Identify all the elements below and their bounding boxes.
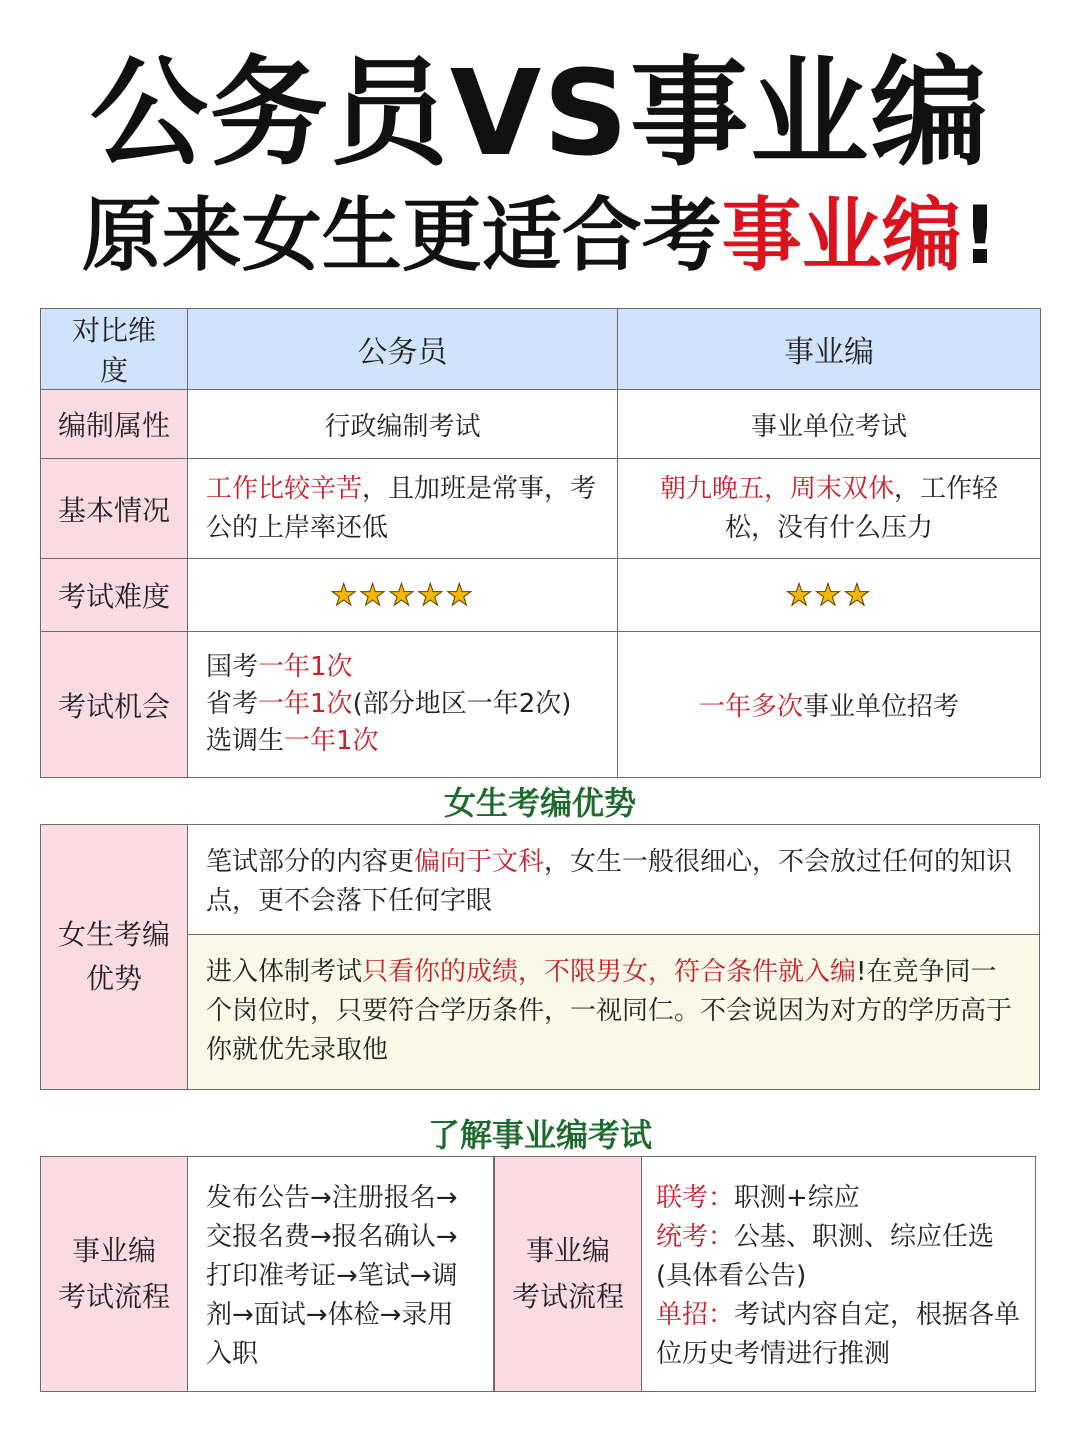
label-line: 考试流程	[57, 1280, 170, 1313]
exam-process-label	[41, 1157, 188, 1391]
table-row	[41, 559, 1041, 632]
header-gwy: 公务员	[188, 309, 618, 390]
subtitle-exclaim: !	[961, 189, 999, 282]
subtitle-highlight: 事业编	[721, 189, 962, 282]
cell-gwy-attr: 行政编制考试	[188, 390, 618, 459]
section-title-exam: 了解事业编考试	[427, 1116, 652, 1154]
cell-syb-basic	[618, 459, 1041, 559]
row-label-attr: 编制属性	[41, 390, 188, 459]
chance-line-highlight: 一年1次	[258, 652, 353, 682]
exam-type-label	[495, 1157, 642, 1391]
exam-type-box	[494, 1156, 1036, 1392]
exam-type-value: 公基、职测、综应任选(具体看公告)	[656, 1222, 995, 1291]
section-title-advantage: 女生考编优势	[443, 784, 636, 822]
advantage-text: !在竞争同一个岗位时，只要符合学历条件，一视同仁。不会说因为对方的学历高于你就优先录取他	[206, 957, 1013, 1065]
advantage-box	[40, 824, 1040, 1090]
cell-syb-difficulty	[618, 559, 1041, 632]
table-row	[41, 390, 1041, 459]
header-syb: 事业编	[618, 309, 1041, 390]
table-header-row	[41, 309, 1041, 390]
cell-syb-chance	[618, 632, 1041, 778]
cell-syb-chance-text: 事业单位招考	[803, 692, 960, 722]
advantage-point-2	[188, 935, 1039, 1089]
row-label-basic: 基本情况	[41, 459, 188, 559]
advantage-text: ，女生一般很细心，不会放过任何的知识点，更不会落下任何字眼	[206, 847, 1013, 916]
star-rating-syb: ★★★	[785, 577, 873, 613]
cell-syb-basic-text: ，工作轻松，没有什么压力	[724, 473, 999, 543]
exam-process-box	[40, 1156, 494, 1392]
exam-type-item	[656, 1218, 1021, 1296]
advantage-highlight: 偏向于文科	[414, 847, 545, 877]
chance-line-highlight: 一年1次	[284, 726, 379, 756]
label-line: 事业编	[71, 1234, 156, 1267]
exam-type-value: 职测+综应	[734, 1183, 860, 1213]
comparison-table	[40, 308, 1041, 778]
chance-line-highlight: 一年1次	[258, 689, 353, 719]
subtitle-text: 原来女生更适合考	[81, 189, 722, 282]
cell-syb-chance-highlight: 一年多次	[698, 692, 803, 722]
cell-gwy-difficulty	[188, 559, 618, 632]
table-row	[41, 632, 1041, 778]
page-subtitle	[0, 190, 1080, 282]
advantage-label: 女生考编优势	[41, 825, 188, 1089]
advantage-point-1	[188, 825, 1039, 935]
advantage-text: 进入体制考试	[206, 957, 363, 987]
star-rating-gwy: ★★★★★	[330, 577, 475, 613]
chance-line	[206, 686, 599, 723]
cell-syb-basic-highlight: 朝九晚五，周末双休	[659, 473, 894, 504]
header-dimension: 对比维度	[41, 309, 188, 390]
label-line: 考试流程	[511, 1280, 624, 1313]
exam-type-item	[656, 1179, 1021, 1218]
chance-line-label: 国考	[206, 652, 259, 682]
chance-line-label: 选调生	[206, 726, 285, 756]
exam-type-list	[642, 1157, 1035, 1391]
cell-gwy-basic-text: ，且加班是常事，考公的上岸率还低	[206, 473, 597, 543]
advantage-text: 笔试部分的内容更	[206, 847, 415, 877]
exam-type-value: 考试内容自定，根据各单位历史考情进行推测	[656, 1300, 1021, 1369]
exam-type-item	[656, 1296, 1021, 1374]
page-title: 公务员VS事业编	[89, 44, 991, 182]
chance-line-label: 省考	[206, 689, 259, 719]
cell-gwy-chance	[188, 632, 618, 778]
advantage-content	[188, 825, 1039, 1089]
chance-line	[206, 723, 599, 760]
exam-process-steps: 发布公告→注册报名→交报名费→报名确认→打印准考证→笔试→调剂→面试→体检→录用入职	[206, 1183, 458, 1369]
row-label-chance: 考试机会	[41, 632, 188, 778]
chance-line-note: (部分地区一年2次)	[352, 689, 572, 719]
cell-gwy-basic-highlight: 工作比较辛苦	[206, 473, 363, 504]
cell-syb-attr: 事业单位考试	[618, 390, 1041, 459]
row-label-difficulty: 考试难度	[41, 559, 188, 632]
exam-type-key: 联考：	[656, 1183, 735, 1213]
chance-line	[206, 649, 599, 686]
exam-type-key: 单招：	[656, 1300, 735, 1330]
exam-type-key: 统考：	[656, 1222, 735, 1252]
cell-gwy-basic	[188, 459, 618, 559]
advantage-highlight: 只看你的成绩，不限男女，符合条件就入编	[362, 957, 857, 987]
label-line: 事业编	[525, 1234, 610, 1267]
table-row	[41, 459, 1041, 559]
